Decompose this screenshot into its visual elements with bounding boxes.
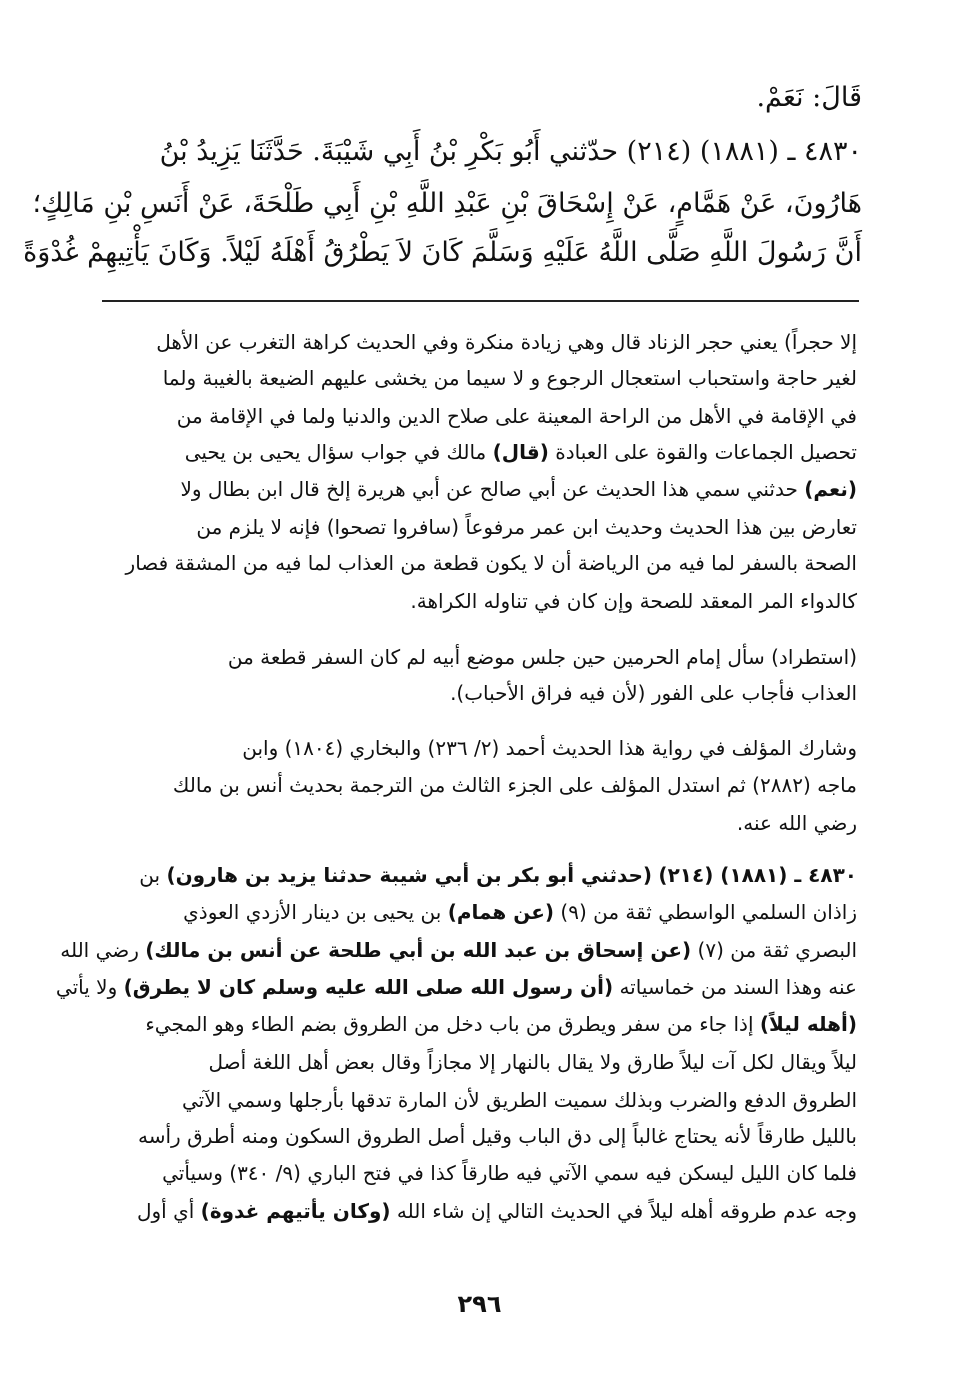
bold-keyword: ٤٨٣٠ ـ (١٨٨١) (٢١٤) xyxy=(658,863,857,887)
commentary-line: كالدواء المر المعقد للصحة وإن كان في تناوله الكراهة. xyxy=(410,589,857,613)
text-segment: حدثني سمي هذا الحديث عن أبي صالح عن أبي هريرة إلخ قال ابن بطال ولا xyxy=(180,477,798,501)
commentary-line: رضي الله عنه. xyxy=(736,811,857,835)
commentary-line: (استطراد) سأل إمام الحرمين حين جلس موضع أبيه لم كان السفر قطعة من xyxy=(227,645,857,669)
commentary-line: إلا حجراً) يعني حجر الزناد قال وهي زيادة منكرة وفي الحديث كراهة التغرب عن الأهل xyxy=(156,330,857,354)
commentary-line xyxy=(100,437,857,469)
commentary-line xyxy=(100,474,857,506)
commentary-line: بالليل طارقاً لأنه يحتاج غالباً إلى دق الباب وقيل أصل الطروق السكون ومنه أطرق رأسه xyxy=(138,1124,857,1148)
main-line-2: ٤٨٣٠ ـ (١٨٨١) (٢١٤) حدّثني أَبُو بَكْرِ بْنُ أَبِي شَيْبَةَ. حَدَّثَنَا يَزِيدُ بْنُ xyxy=(159,136,862,167)
bold-keyword: (أهله ليلاً) xyxy=(759,1012,857,1036)
commentary-line: وشارك المؤلف في رواية هذا الحديث أحمد (٢/ ٢٣٦) والبخاري (١٨٠٤) وابن xyxy=(242,736,857,760)
footnote-separator xyxy=(102,300,859,302)
text-segment: مالك في جواب سؤال يحيى بن يحيى xyxy=(184,440,487,464)
commentary-line xyxy=(55,972,857,1004)
text-segment: البصري ثقة من (٧) xyxy=(697,938,857,962)
bold-keyword: (قال) xyxy=(492,440,549,464)
commentary-line: الطروق الدفع والضرب وبذلك سميت الطريق لأن المارة تدقها بأرجلها وسمي الآتي xyxy=(181,1088,857,1112)
text-segment: أي أول xyxy=(136,1199,195,1223)
text-segment: عنه وهذا السند من خماسياته xyxy=(619,975,857,999)
commentary-line: ماجه (٢٨٨٢) ثم استدل المؤلف على الجزء الثالث من الترجمة بحديث أنس بن مالك xyxy=(172,773,857,797)
commentary-line xyxy=(100,1196,857,1228)
text-segment: إذا جاء من سفر ويطرق من باب دخل من الطروق بضم الطاء وهو المجيء xyxy=(145,1012,754,1036)
commentary-line xyxy=(60,935,857,967)
text-segment: وجه عدم طروقه أهله ليلاً في الحديث التالي إن شاء الله xyxy=(396,1199,857,1223)
main-line-1: قَالَ: نَعَمْ. xyxy=(756,82,862,113)
text-segment: بن يحيى بن دينار الأزدي العوذي xyxy=(183,900,442,924)
text-segment: زاذان السلمي الواسطي ثقة من (٩) xyxy=(560,900,857,924)
commentary-line: في الإقامة في الأهل من الراحة المعينة على صلاح الدين والدنيا ولما في الإقامة من xyxy=(176,404,857,428)
bold-keyword: (عن إسحاق بن عبد الله بن أبي طلحة عن أنس بن مالك) xyxy=(145,938,692,962)
text-segment: بن xyxy=(139,863,161,887)
commentary-line: ليلاً ويقال لكل آت ليلاً طارق ولا يقال بالنهار إلا مجازاً وقال بعض أهل اللغة أصل xyxy=(208,1050,857,1074)
text-segment: رضي الله xyxy=(60,938,139,962)
bold-keyword: (وكان يأتيهم غدوة) xyxy=(200,1199,391,1223)
text-segment: تحصيل الجماعات والقوة على العبادة xyxy=(555,440,857,464)
bold-keyword: (أن رسول الله صلى الله عليه وسلم كان لا يطرق) xyxy=(123,975,614,999)
page-number: ٢٩٦ xyxy=(457,1290,502,1318)
commentary-line: الصحة بالسفر لما فيه من الرياضة أن لا يكون قطعة من العذاب لما فيه من المشقة فصار xyxy=(125,551,857,575)
commentary-line: تعارض بين هذا الحديث وحديث ابن عمر مرفوعاً (سافروا تصحوا) فإنه لا يلزم من xyxy=(196,515,857,539)
bold-keyword: (حدثني أبو بكر بن أبي شيبة حدثنا يزيد بن هارون) xyxy=(166,863,653,887)
commentary-line: فلما كان الليل ليسكن فيه سمي الآتي فيه طارقاً كذا في فتح الباري (٩/ ٣٤٠) وسيأتي xyxy=(162,1161,857,1185)
commentary-line xyxy=(100,1009,857,1041)
commentary-line: العذاب فأجاب على الفور (لأن فيه فراق الأحباب). xyxy=(450,681,857,705)
text-segment: ولا يأتي xyxy=(55,975,118,999)
commentary-line xyxy=(100,860,857,892)
bold-keyword: (عن همام) xyxy=(447,900,555,924)
main-line-4: أَنَّ رَسُولَ اللَّهِ صَلَّى اللَّهُ عَلَيْهِ وَسَلَّمَ كَانَ لاَ يَطْرُقُ أَهْلَهُ لَيْلاً. وَكَانَ يَأْتِيهِمْ غُدْوَةً xyxy=(23,237,862,268)
commentary-line: لغير حاجة واستحباب استعجال الرجوع و لا سيما من يخشى عليهم الضيعة بالغيبة ولما xyxy=(162,366,857,390)
commentary-line xyxy=(100,897,857,929)
bold-keyword: (نعم) xyxy=(804,477,857,501)
main-line-3: هَارُونَ، عَنْ هَمَّامٍ، عَنْ إِسْحَاقَ بْنِ عَبْدِ اللَّهِ بْنِ أَبِي طَلْحَةَ، عَنْ أَنَسِ بْنِ مَالِكٍ؛ xyxy=(32,188,862,219)
